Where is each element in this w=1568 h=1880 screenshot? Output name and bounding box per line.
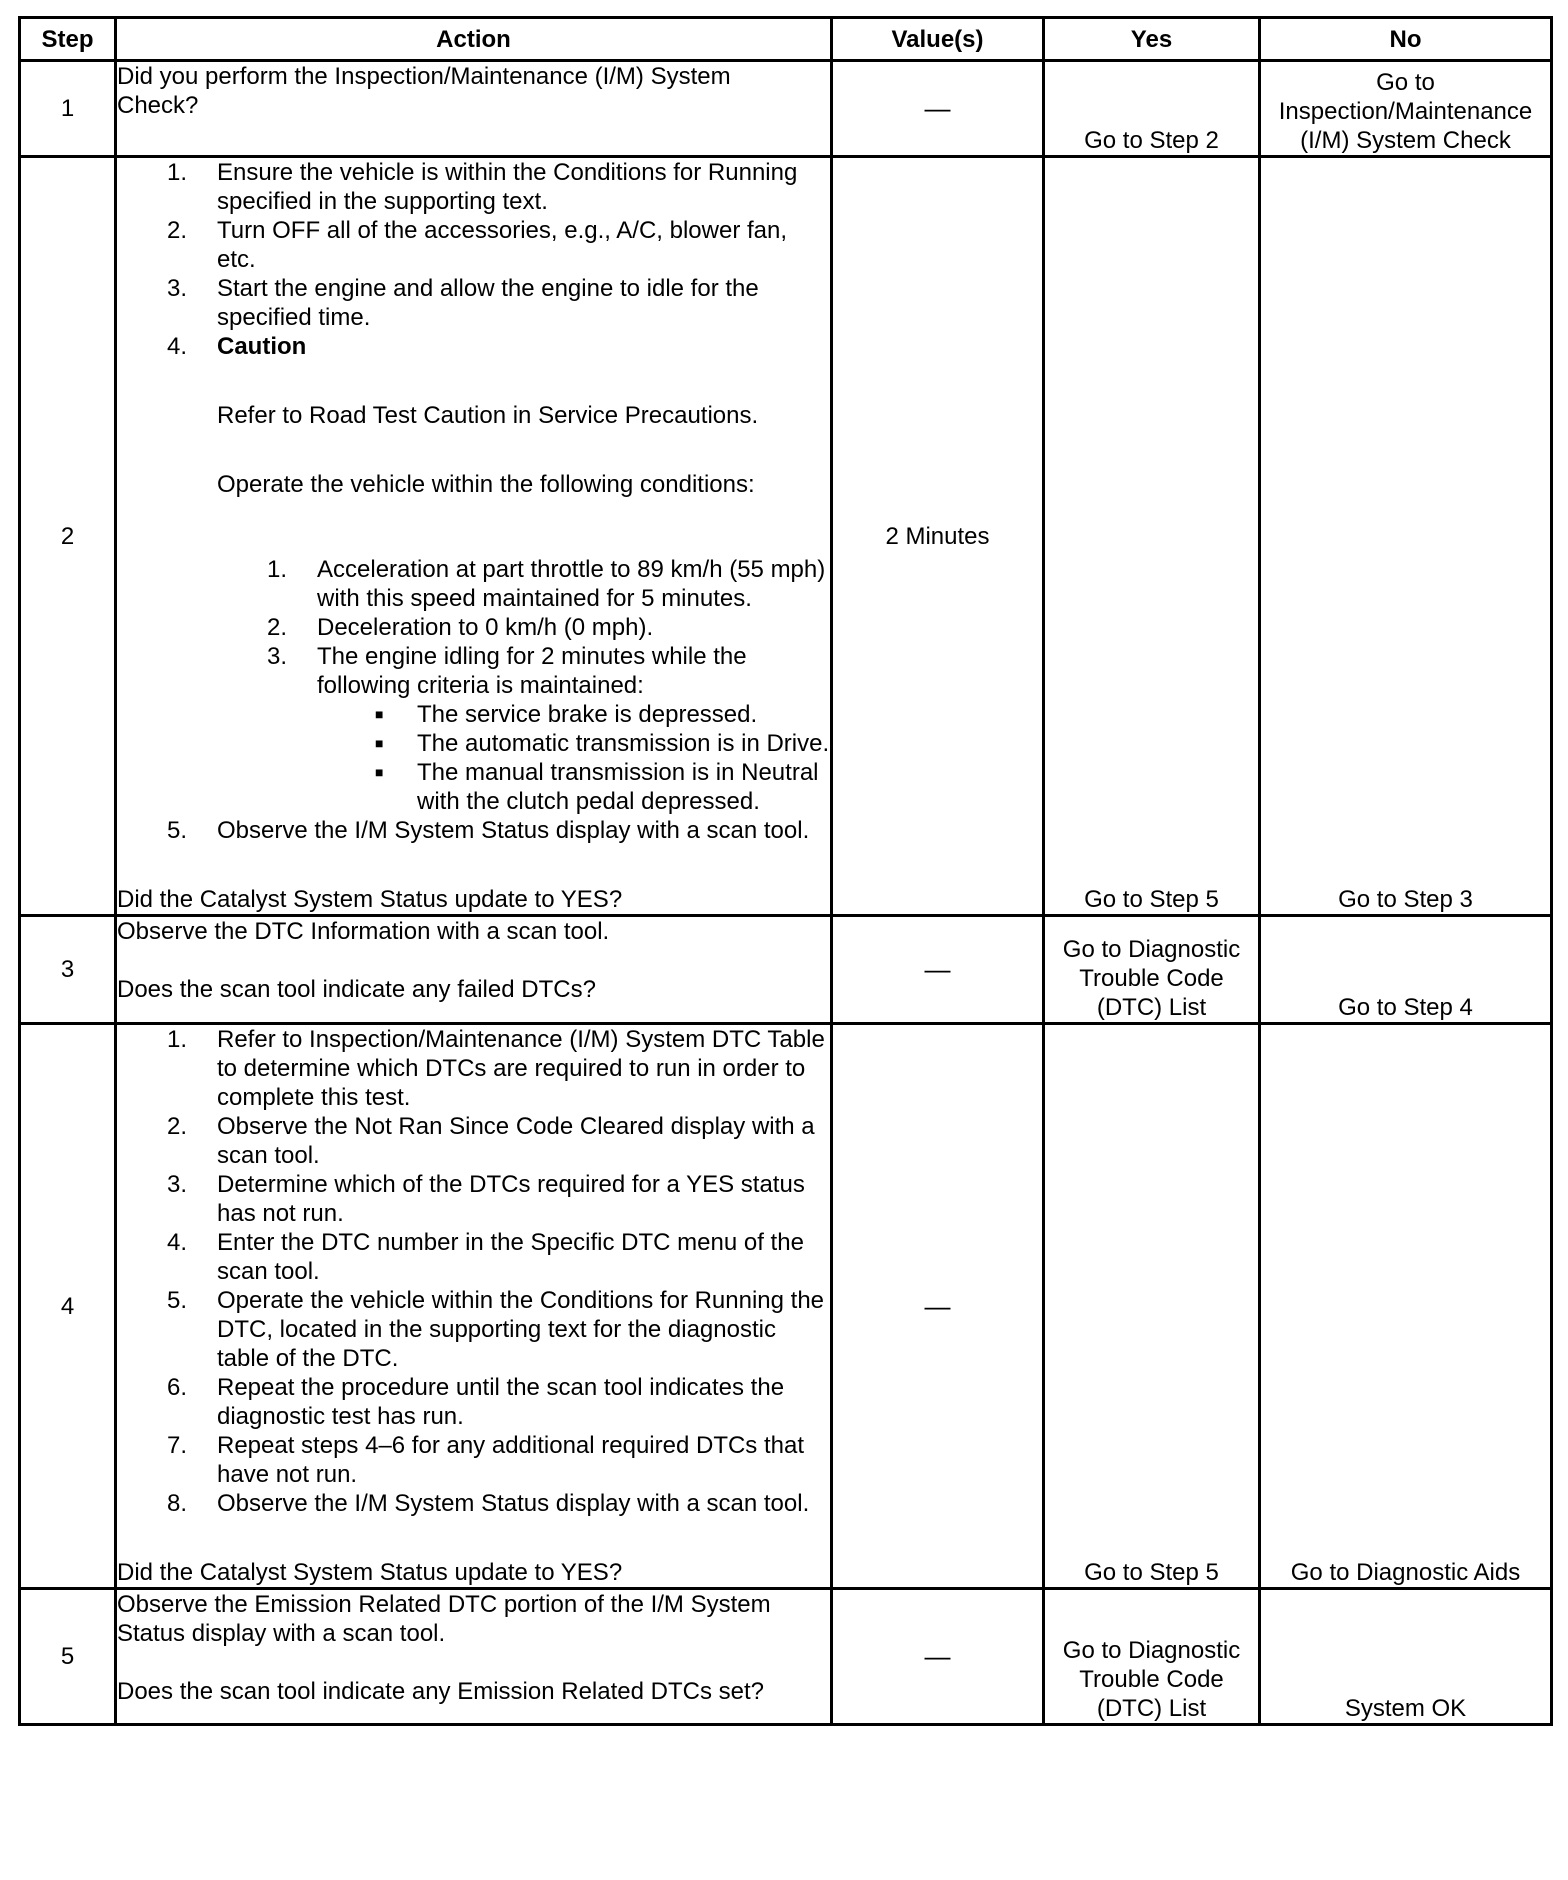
- question-text: Did the Catalyst System Status update to YES?: [117, 1559, 623, 1586]
- procedure-list: [117, 1025, 830, 1587]
- sub-list-item: 2. Deceleration to 0 km/h (0 mph).: [267, 614, 654, 641]
- caution-text: Refer to Road Test Caution in Service Precautions.: [217, 402, 759, 429]
- action-cell: [116, 916, 832, 1024]
- bullet-item: ■ The manual transmission is in Neutral with the clutch pedal depressed.: [375, 759, 819, 815]
- question-text: Does the scan tool indicate any Emission Related DTCs set?: [117, 1678, 764, 1705]
- header-no: No: [1260, 18, 1552, 61]
- action-text: Did you perform the Inspection/Maintenance (I/M) System Check?: [117, 63, 731, 119]
- bullet-item: ■ The service brake is depressed.: [375, 701, 758, 728]
- yes-cell: Go to Step 5: [1044, 1024, 1260, 1589]
- list-item: 2. Turn OFF all of the accessories, e.g., A/C, blower fan, etc.: [167, 217, 788, 273]
- table-row: [20, 61, 1552, 157]
- bullet-item: ■ The automatic transmission is in Drive.: [375, 730, 830, 757]
- no-cell: Go to Diagnostic Aids: [1260, 1024, 1552, 1589]
- caution-label: Caution: [217, 333, 307, 360]
- question-text: Does the scan tool indicate any failed DTCs?: [117, 976, 596, 1003]
- table-row: [20, 916, 1552, 1024]
- header-yes: Yes: [1044, 18, 1260, 61]
- header-row: [20, 18, 1552, 61]
- list-item: 6. Repeat the procedure until the scan tool indicates the diagnostic test has run.: [167, 1374, 785, 1430]
- list-item: 3. Determine which of the DTCs required for a YES status has not run.: [167, 1171, 805, 1227]
- list-item: 3. Start the engine and allow the engine to idle for the specified time.: [167, 275, 759, 331]
- step-number: 1: [20, 61, 116, 157]
- value-cell: —: [832, 916, 1044, 1024]
- no-cell: Go to Step 4: [1260, 916, 1552, 1024]
- procedure-list: [117, 158, 830, 914]
- action-cell: [116, 157, 832, 916]
- no-cell: System OK: [1260, 1589, 1552, 1725]
- yes-cell: Go to Step 5: [1044, 157, 1260, 916]
- value-cell: —: [832, 61, 1044, 157]
- action-text: Observe the DTC Information with a scan tool.: [117, 918, 610, 945]
- list-item: 2. Observe the Not Ran Since Code Cleared display with a scan tool.: [167, 1113, 815, 1169]
- list-item: 5. Operate the vehicle within the Conditions for Running the DTC, located in the supporting text for the diagnostic table of the DTC.: [167, 1287, 825, 1372]
- value-cell: 2 Minutes: [832, 157, 1044, 916]
- value-cell: —: [832, 1024, 1044, 1589]
- action-cell: [116, 1589, 832, 1725]
- sub-list-item: 1. Acceleration at part throttle to 89 km/h (55 mph) with this speed maintained for 5 minutes.: [267, 556, 826, 612]
- diagnostic-table: [18, 16, 1553, 1726]
- action-cell: [116, 1024, 832, 1589]
- header-values: Value(s): [832, 18, 1044, 61]
- no-cell: Go to Step 3: [1260, 157, 1552, 916]
- step-number: 4: [20, 1024, 116, 1589]
- list-item: 8. Observe the I/M System Status display with a scan tool.: [167, 1490, 810, 1517]
- list-item: 1. Ensure the vehicle is within the Conditions for Running specified in the supporting text.: [167, 159, 798, 215]
- table-row: [20, 157, 1552, 916]
- bullet-icon: ■: [375, 764, 384, 780]
- list-item: 5. Observe the I/M System Status display with a scan tool.: [167, 817, 810, 844]
- header-action: Action: [116, 18, 832, 61]
- sub-list-item: 3. The engine idling for 2 minutes while the following criteria is maintained:: [267, 643, 747, 699]
- list-item: 4. Enter the DTC number in the Specific DTC menu of the scan tool.: [167, 1229, 804, 1285]
- table-row: [20, 1589, 1552, 1725]
- bullet-icon: ■: [375, 706, 384, 722]
- yes-cell: Go to Diagnostic Trouble Code (DTC) List: [1044, 916, 1260, 1024]
- step-number: 3: [20, 916, 116, 1024]
- value-cell: —: [832, 1589, 1044, 1725]
- action-cell: [116, 61, 832, 157]
- table-row: [20, 1024, 1552, 1589]
- action-text: Observe the Emission Related DTC portion of the I/M System Status display with a scan tool.: [117, 1591, 771, 1647]
- operate-text: Operate the vehicle within the following conditions:: [217, 471, 755, 498]
- list-item: 7. Repeat steps 4–6 for any additional required DTCs that have not run.: [167, 1432, 805, 1488]
- list-item: 1. Refer to Inspection/Maintenance (I/M) System DTC Table to determine which DTCs are required to run in order to complete this test.: [167, 1026, 825, 1111]
- yes-cell: Go to Step 2: [1044, 61, 1260, 157]
- step-number: 5: [20, 1589, 116, 1725]
- yes-cell: Go to Diagnostic Trouble Code (DTC) List: [1044, 1589, 1260, 1725]
- no-cell: Go to Inspection/Maintenance (I/M) System Check: [1260, 61, 1552, 157]
- header-step: Step: [20, 18, 116, 61]
- step-number: 2: [20, 157, 116, 916]
- bullet-icon: ■: [375, 735, 384, 751]
- list-item: 4. Caution: [167, 333, 307, 360]
- question-text: Did the Catalyst System Status update to YES?: [117, 886, 623, 913]
